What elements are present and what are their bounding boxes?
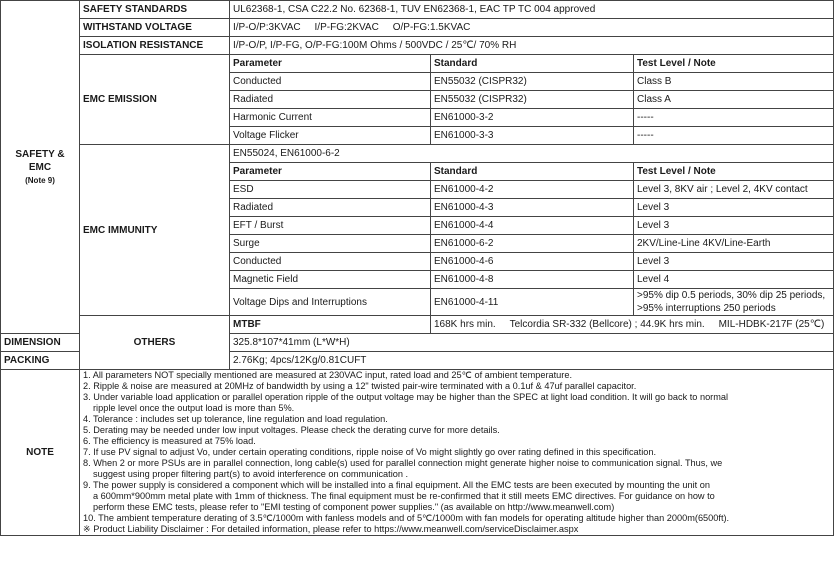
- others-category: OTHERS: [80, 316, 230, 370]
- safety-emc-category: [1, 1, 80, 334]
- packing-value: 2.76Kg; 4pcs/12Kg/0.81CUFT: [230, 352, 834, 370]
- immunity-standard: EN61000-4-3: [431, 199, 634, 217]
- withstand-op-fg: O/P-FG:1.5KVAC: [392, 22, 471, 33]
- immunity-standard: EN61000-4-11: [431, 289, 634, 316]
- immunity-standard: EN61000-4-8: [431, 271, 634, 289]
- emission-parameter: Radiated: [230, 91, 431, 109]
- emission-parameter: Harmonic Current: [230, 109, 431, 127]
- emission-standard: EN61000-3-2: [431, 109, 634, 127]
- withstand-ip-op: I/P-O/P:3KVAC: [233, 22, 301, 33]
- category-label: SAFETY &: [15, 148, 65, 160]
- isolation-resistance-label: ISOLATION RESISTANCE: [80, 37, 230, 55]
- note-line: 3. Under variable load application or parallel operation ripple of the output voltage may be higher than the SPEC at light load condition. It will go back to normal: [83, 392, 729, 402]
- note-line: 2. Ripple & noise are measured at 20MHz of bandwidth by using a 12" twisted pair-wire terminated with a 0.1uf & 47uf parallel capacitor.: [83, 381, 637, 391]
- note-line: 9. The power supply is considered a component which will be installed into a final equipment. All the EMC tests are been executed by mounting the unit on: [83, 480, 710, 490]
- emission-header-standard: Standard: [431, 55, 634, 73]
- mtbf-row: [1, 316, 834, 334]
- safety-standards-label: SAFETY STANDARDS: [80, 1, 230, 19]
- immunity-parameter: Surge: [230, 235, 431, 253]
- immunity-parameter: ESD: [230, 181, 431, 199]
- emission-level: -----: [634, 109, 834, 127]
- immunity-level: Level 4: [634, 271, 834, 289]
- mtbf-value: [431, 316, 834, 334]
- emission-standard: EN55032 (CISPR32): [431, 73, 634, 91]
- immunity-standards-line: EN55024, EN61000-6-2: [230, 145, 834, 163]
- withstand-voltage-label: WITHSTAND VOLTAGE: [80, 19, 230, 37]
- emission-standard: EN55032 (CISPR32): [431, 91, 634, 109]
- emission-level: Class A: [634, 91, 834, 109]
- immunity-level: Level 3: [634, 199, 834, 217]
- packing-label: PACKING: [1, 352, 80, 370]
- mtbf-min: 168K hrs min.: [434, 319, 496, 330]
- immunity-standard: EN61000-4-6: [431, 253, 634, 271]
- immunity-level: Level 3: [634, 217, 834, 235]
- note-line: 4. Tolerance : includes set up tolerance, line regulation and load regulation.: [83, 414, 388, 424]
- emission-parameter: Voltage Flicker: [230, 127, 431, 145]
- emc-emission-label: EMC EMISSION: [80, 55, 230, 145]
- note-list: [83, 370, 830, 535]
- dips-note-line: >95% interruptions 250 periods: [637, 303, 776, 314]
- emission-parameter: Conducted: [230, 73, 431, 91]
- note-line: 1. All parameters NOT specially mentioned are measured at 230VAC input, rated load and 25℃ of ambient temperature.: [83, 370, 573, 380]
- immunity-parameter: Magnetic Field: [230, 271, 431, 289]
- immunity-header-standard: Standard: [431, 163, 634, 181]
- dimension-value: 325.8*107*41mm (L*W*H): [230, 334, 834, 352]
- immunity-parameter: Radiated: [230, 199, 431, 217]
- safety-standards-value: UL62368-1, CSA C22.2 No. 62368-1, TUV EN62368-1, EAC TP TC 004 approved: [230, 1, 834, 19]
- immunity-level: 2KV/Line-Line 4KV/Line-Earth: [634, 235, 834, 253]
- immunity-level: [634, 289, 834, 316]
- dimension-label: DIMENSION: [1, 334, 80, 352]
- immunity-level: Level 3: [634, 253, 834, 271]
- withstand-ip-fg: I/P-FG:2KVAC: [314, 22, 379, 33]
- safety-standards-row: [1, 1, 834, 19]
- immunity-parameter: Voltage Dips and Interruptions: [230, 289, 431, 316]
- emission-level: Class B: [634, 73, 834, 91]
- immunity-standard: EN61000-6-2: [431, 235, 634, 253]
- disclaimer-line: ※ Product Liability Disclaimer : For detailed information, please refer to https://www.meanwell.com/serviceDisclaimer.aspx: [83, 524, 579, 534]
- note-block: [80, 370, 834, 536]
- withstand-voltage-row: [1, 19, 834, 37]
- immunity-parameter: Conducted: [230, 253, 431, 271]
- immunity-parameter: EFT / Burst: [230, 217, 431, 235]
- emission-header-row: [1, 55, 834, 73]
- emc-immunity-label: EMC IMMUNITY: [80, 145, 230, 316]
- immunity-level: Level 3, 8KV air ; Level 2, 4KV contact: [634, 181, 834, 199]
- withstand-voltage-value: [230, 19, 834, 37]
- note-line: a 600mm*900mm metal plate with 1mm of thickness. The final equipment must be re-confirmed that it still meets EMC directives. For guidance on how to: [93, 491, 715, 501]
- emission-level: -----: [634, 127, 834, 145]
- category-label-line2: EMC: [28, 161, 52, 173]
- emission-header-note: Test Level / Note: [634, 55, 834, 73]
- note-row: [1, 370, 834, 536]
- note-line: ripple level once the output load is more than 5%.: [93, 403, 295, 413]
- dips-note-line: >95% dip 0.5 periods, 30% dip 25 periods,: [637, 290, 826, 301]
- emission-standard: EN61000-3-3: [431, 127, 634, 145]
- emission-header-parameter: Parameter: [230, 55, 431, 73]
- note-line: 7. If use PV signal to adjust Vo, under certain operating conditions, ripple noise of Vo might slightly go over rating defined in this specification.: [83, 447, 657, 457]
- isolation-resistance-value: I/P-O/P, I/P-FG, O/P-FG:100M Ohms / 500VDC / 25℃/ 70% RH: [230, 37, 834, 55]
- note-line: perform these EMC tests, please refer to "EMI testing of component power supplies." (as available on http://www.meanwell.com): [93, 502, 615, 512]
- note-line: 6. The efficiency is measured at 75% load.: [83, 436, 256, 446]
- note-line: suggest using proper filtering part(s) to avoid interference on communication .: [93, 469, 409, 479]
- immunity-standard: EN61000-4-2: [431, 181, 634, 199]
- note-label: NOTE: [1, 370, 80, 536]
- mtbf-telcordia: Telcordia SR-332 (Bellcore) ; 44.9K hrs min.: [509, 319, 705, 330]
- immunity-standards-row: [1, 145, 834, 163]
- immunity-header-note: Test Level / Note: [634, 163, 834, 181]
- note-line: 8. When 2 or more PSUs are in parallel connection, long cable(s) used for parallel connection might generate higher noise to communication signal. Thus, we: [83, 458, 723, 468]
- immunity-header-parameter: Parameter: [230, 163, 431, 181]
- immunity-standard: EN61000-4-4: [431, 217, 634, 235]
- note-line: 10. The ambient temperature derating of 3.5℃/1000m with fanless models and of 5℃/1000m with fan models for operating altitude higher than 2000m(6500ft).: [83, 513, 730, 523]
- mtbf-label: MTBF: [230, 316, 431, 334]
- isolation-resistance-row: [1, 37, 834, 55]
- mtbf-mil-hdbk: MIL-HDBK-217F (25℃): [718, 319, 825, 330]
- note-line: 5. Derating may be needed under low input voltages. Please check the derating curve for more details.: [83, 425, 500, 435]
- category-note: (Note 9): [25, 175, 55, 185]
